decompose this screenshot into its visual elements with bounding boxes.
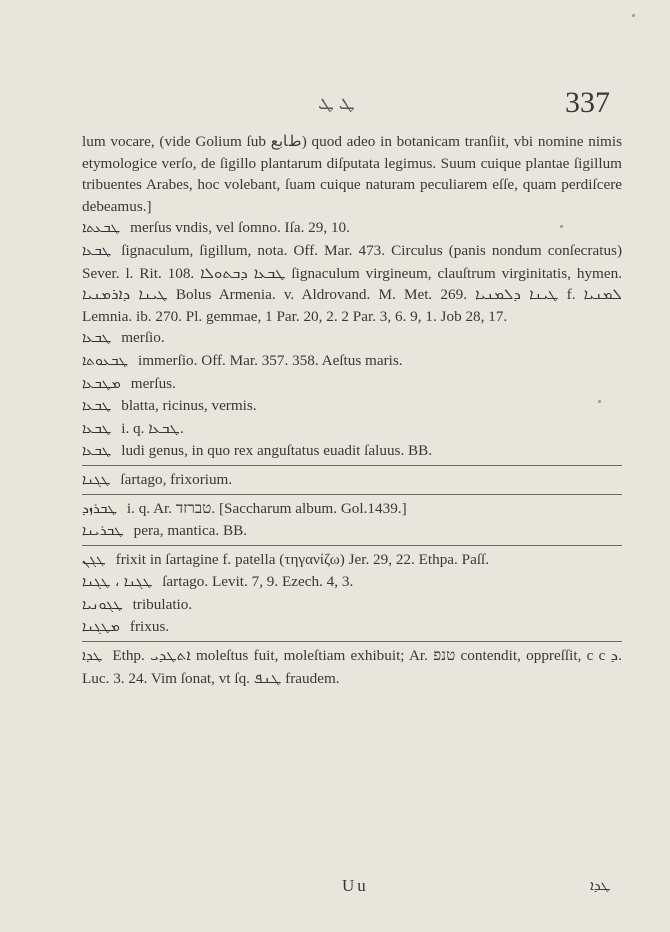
lexicon-entry — [82, 350, 622, 373]
syriac-headword: ܛܒܥܐ — [82, 242, 112, 259]
lexicon-entry — [82, 418, 622, 441]
syriac-headword: ܛܒܪܙܕ — [82, 500, 117, 517]
paper-speck — [598, 400, 601, 403]
catchword: ܛܕܐ — [590, 878, 611, 894]
entry-text: i. q. ܛܒܥܐ. — [121, 419, 184, 437]
entry-text: merſio. — [121, 329, 165, 347]
lexicon-entry — [82, 373, 622, 396]
entry-text: i. q. Ar. טברזד. [Saccharum album. Gol.1439.] — [126, 499, 407, 517]
entry-text: merſus. — [130, 374, 176, 392]
signature-mark: Uu — [342, 876, 369, 895]
lexicon-entry — [82, 217, 622, 240]
entry-text: immerſio. Off. Mar. 357. 358. Aeſtus maris. — [137, 351, 403, 369]
entry-text: Ethp. ܐܬܛܕܝ moleſtus fuit, moleſtiam exhibuit; Ar. טנפ contendit, oppreſſit, c c ܕ. Luc. 3. 24. Vim ſonat, vt ſq. ܛܢܦ fraudem. — [82, 647, 622, 687]
syriac-headword: ܡܛܓܢܐ — [82, 619, 120, 636]
lexicon-entry — [82, 469, 622, 492]
page-number: 337 — [565, 86, 610, 119]
entry-text: frixit in ſartagine f. patella (τηγανίζω) Jer. 29, 22. Ethpa. Paſſ. — [115, 550, 490, 568]
paper-speck — [632, 14, 635, 17]
entry-text: pera, mantica. BB. — [133, 522, 248, 540]
syriac-headword: ܛܒܪܝܢܐ — [82, 523, 124, 540]
entry-text: ſartago. Levit. 7, 9. Ezech. 4, 3. — [162, 573, 354, 591]
syriac-headword: ܛܓܘܢܝܐ — [82, 596, 123, 613]
entry-text: ſignaculum, ſigillum, nota. Off. Mar. 473. Circulus (panis nondum conſecratus) Sever. l. Rit. 108. ܛܒܥܐ ܕܒܬܘܠܐ ſignaculum virgineum, clauſtrum virginitatis, hymen. ܛܝܢܐ ܕܐܪܡܢܝܐ Bolus Armenia. v. Aldrovand. M. Met. 269. ܛܝܢܐ ܕܠܡܢܝܐ f. ܠܡܢܝܐ Lemnia. ib. 270. Pl. gemmae, 1 Par. 20, 2. 2 Par. 3, 6. 9, 1. Job 28, 17. — [82, 241, 622, 325]
section-rule — [82, 545, 622, 546]
lexicon-entry — [82, 395, 622, 418]
intro-paragraph: lum vocare, (vide Golium ſub ﻁﺎﺑﻊ) quod adeo in botanicam tranſiit, vbi nomine nimis etymologice verſo, de ſigillo plantarum diſputata legimus. Suum cuique plantae ſigillum tribuentes Arabes, hoc volebant, ſuam cuique naturam peculiarem eſſe, quam perdiſcere debeamus.] — [82, 133, 622, 215]
syriac-headword: ܛܒܥܘܬܐ — [82, 352, 128, 369]
syriac-headword: ܛܓܢ — [82, 551, 106, 568]
lexicon-entry — [82, 440, 622, 463]
entry-text: tribulatio. — [132, 595, 193, 613]
lexicon-entry — [82, 549, 622, 572]
syriac-headword: ܛܓܢܐ — [82, 471, 111, 488]
lexicon-entry — [82, 327, 622, 350]
section-rule — [82, 465, 622, 466]
entry-text: frixus. — [129, 618, 170, 636]
entry-text: merſus vndis, vel ſomno. Iſa. 29, 10. — [130, 219, 350, 237]
syriac-headword: ܛܒܥܐ — [82, 398, 112, 415]
lexicon-entry — [82, 571, 622, 594]
running-head: ܛ ܛ — [318, 92, 355, 114]
section-rule — [82, 641, 622, 642]
section-rule — [82, 494, 622, 495]
lexicon-entry — [82, 645, 622, 689]
entry-text: ludi genus, in quo rex anguſtatus euadit ſaluus. BB. — [121, 442, 433, 460]
page-body — [82, 131, 622, 689]
syriac-headword: ܡܛܒܥܐ — [82, 375, 121, 392]
syriac-headword: ܛܒܥܐ — [82, 443, 112, 460]
lexicon-entry — [82, 240, 622, 327]
lexicon-entry — [82, 498, 622, 521]
syriac-headword: ܛܕܐ — [82, 648, 103, 665]
syriac-headword: ܛܒܥܐ — [82, 330, 112, 347]
syriac-headword: ܛܒܥܐ — [82, 420, 112, 437]
lexicon-entry — [82, 616, 622, 639]
syriac-headword: ܛܒܥܬܐ — [82, 220, 121, 237]
syriac-headword: ܛܓܢܐ ، ܛܓܢܐ — [82, 574, 153, 591]
lexicon-entry — [82, 594, 622, 617]
page-header — [0, 86, 670, 126]
entry-text: ſartago, frixorium. — [120, 470, 233, 488]
paper-speck — [560, 225, 563, 228]
lexicon-entry — [82, 520, 622, 543]
entry-text: blatta, ricinus, vermis. — [121, 397, 257, 415]
